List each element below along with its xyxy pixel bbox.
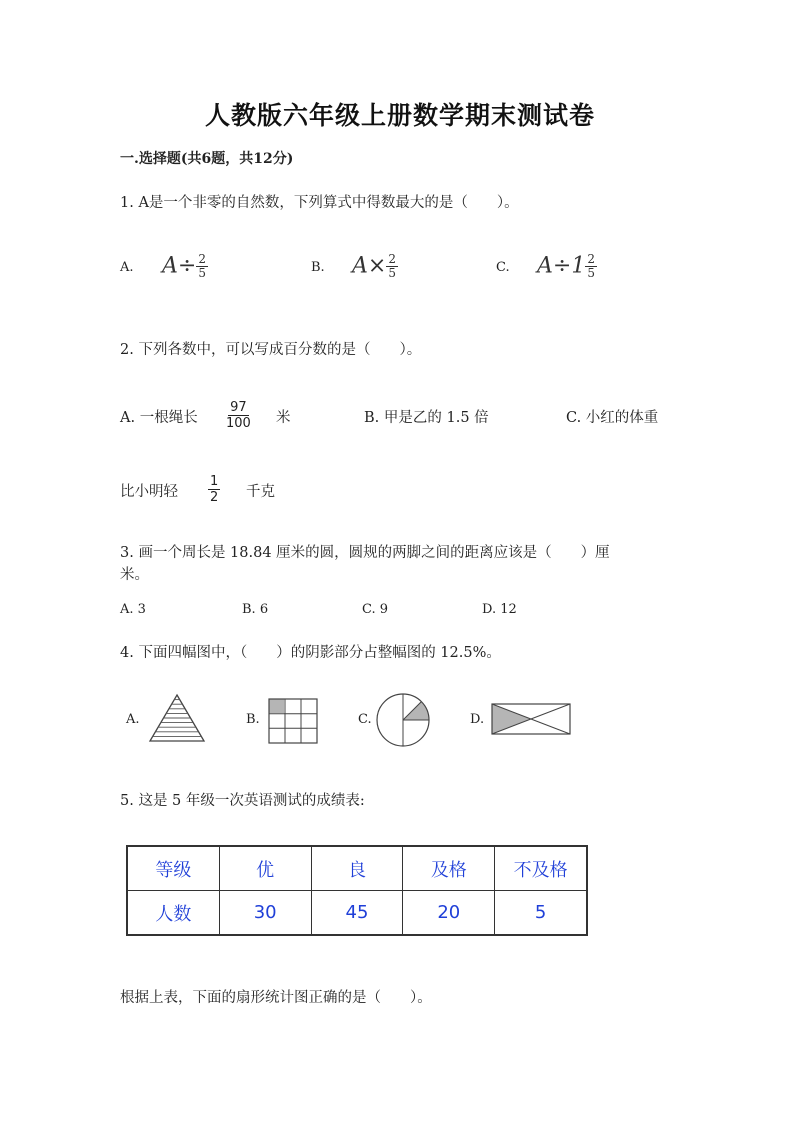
table-header-row (127, 846, 587, 891)
question-4-text: 4. 下面四幅图中，（ ）的阴影部分占整幅图的 12.5%。 (120, 645, 501, 661)
table-cell: 良 (311, 846, 403, 891)
question-2-text: 2. 下列各数中，可以写成百分数的是（ ）。 (120, 342, 422, 358)
q4-option-b-label: B. (246, 712, 260, 727)
grid-square-figure (268, 698, 320, 746)
question-3-text-line1: 3. 画一个周长是 18.84 厘米的圆，圆规的两脚之间的距离应该是（ ）厘 (120, 545, 610, 561)
q1-option-a-expr: A÷ $\frac{2}{5}$ (162, 252, 206, 280)
page-title: 人教版六年级上册数学期末测试卷 (204, 101, 595, 130)
q2-option-a-fraction: $\frac{97}{100}$ (226, 400, 251, 431)
q2-option-b: B. 甲是乙的 1.5 倍 (364, 410, 489, 426)
q2-option-c-fraction: $\frac{1}{2}$ (210, 474, 219, 505)
table-row (127, 891, 587, 936)
q3-option-d: D. 12 (482, 602, 517, 617)
q2-option-c-line2: 比小明轻 (120, 484, 178, 500)
q2-option-a-suffix: 米 (276, 410, 291, 426)
rectangle-diagonals-figure (490, 702, 572, 736)
table-cell: 45 (311, 891, 403, 936)
q4-option-c-label: C. (358, 712, 372, 727)
table-cell: 及格 (403, 846, 495, 891)
q4-option-a-label: A. (126, 712, 140, 727)
q4-option-d-label: D. (470, 712, 485, 727)
q3-option-b: B. 6 (242, 602, 269, 617)
question-3-text-line2: 米。 (120, 567, 149, 583)
grid-shaded-cell (269, 699, 284, 713)
table-cell: 5 (495, 891, 587, 936)
q2-option-c-prefix: C. 小红的体重 (566, 410, 659, 426)
circle-shaded-sector (403, 702, 429, 720)
q2-option-c-suffix: 千克 (246, 484, 275, 500)
q1-option-c-label: C. (496, 260, 510, 275)
q1-option-a-label: A. (120, 260, 134, 275)
grade-table (126, 845, 588, 936)
divided-circle-figure (374, 692, 432, 748)
section-heading: 一.选择题(共6题，共12分) (120, 151, 294, 167)
table-cell: 不及格 (495, 846, 587, 891)
table-cell: 20 (403, 891, 495, 936)
q1-option-b-expr: A× $\frac{2}{5}$ (352, 252, 396, 280)
q3-option-a: A. 3 (120, 602, 146, 617)
rectangle-shaded-triangle (492, 704, 531, 734)
question-5-followup: 根据上表，下面的扇形统计图正确的是（ ）。 (120, 990, 432, 1006)
table-cell: 30 (219, 891, 311, 936)
question-5-text: 5. 这是 5 年级一次英语测试的成绩表: (120, 793, 365, 809)
table-cell: 人数 (127, 891, 219, 936)
q3-option-c: C. 9 (362, 602, 389, 617)
table-cell: 等级 (127, 846, 219, 891)
q1-option-b-label: B. (311, 260, 325, 275)
question-1-text: 1. A是一个非零的自然数，下列算式中得数最大的是（ ）。 (120, 195, 519, 211)
q2-option-a-prefix: A. 一根绳长 (120, 410, 198, 426)
q1-option-c-expr: A÷1 $\frac{2}{5}$ (537, 252, 595, 280)
table-cell: 优 (219, 846, 311, 891)
striped-triangle-figure (146, 692, 208, 744)
